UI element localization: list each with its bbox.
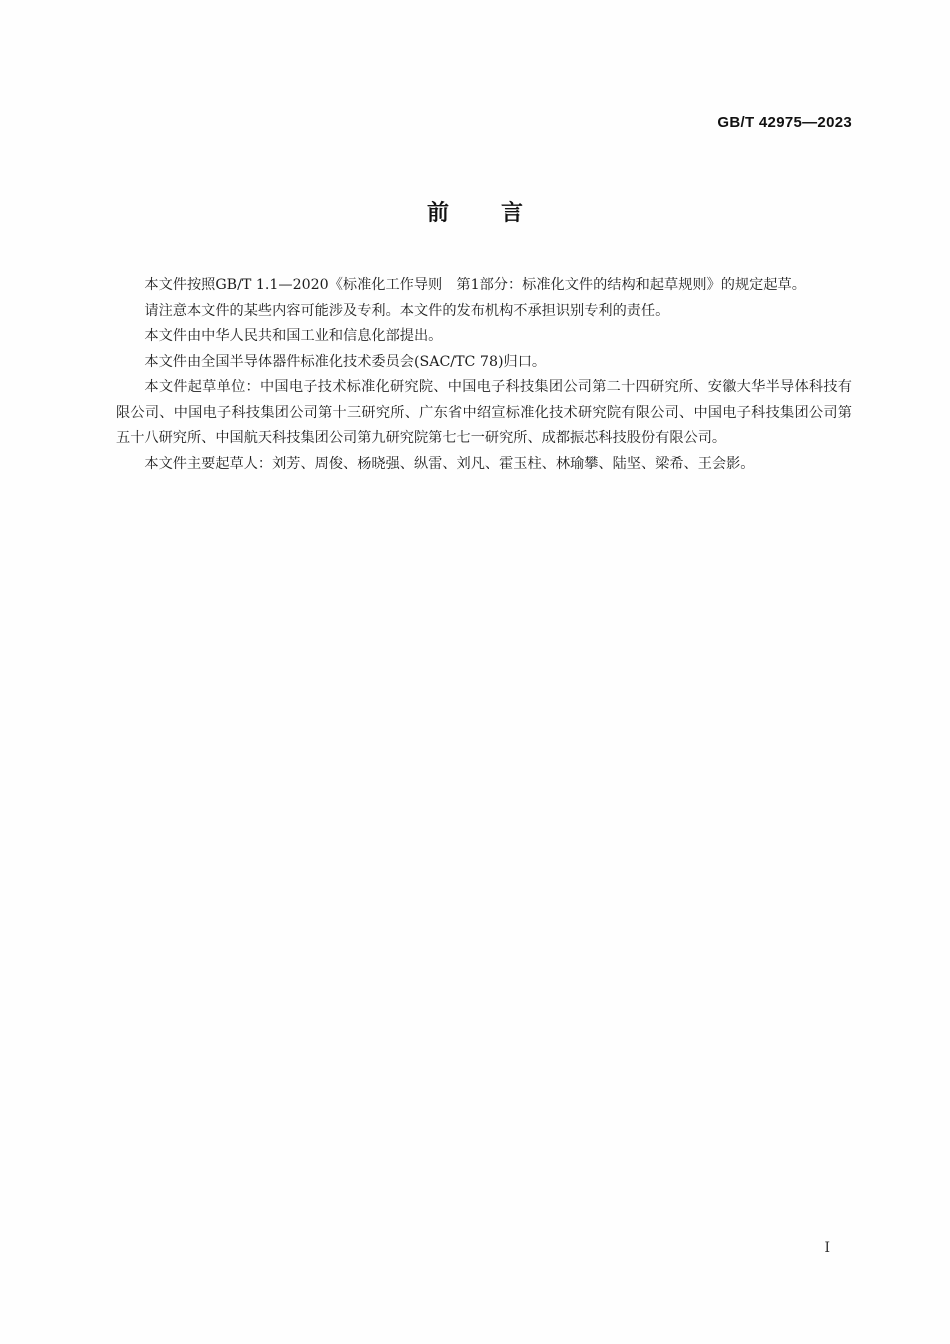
standard-number: GB/T 42975—2023	[717, 114, 852, 131]
paragraph-drafting-rules: 本文件按照GB/T 1.1—2020《标准化工作导则 第1部分：标准化文件的结构和起草规则》的规定起草。	[144, 277, 806, 293]
page-number: I	[824, 1240, 830, 1256]
paragraph-drafting-organizations: 本文件起草单位：中国电子技术标准化研究院、中国电子科技集团公司第二十四研究所、安徽大华半导体科技有限公司、中国电子科技集团公司第十三研究所、广东省中绍宣标准化技术研究院有限公司、中国电子科技集团公司第五十八研究所、中国航天科技集团公司第九研究院第七七一研究所、成都振芯科技股份有限公司。	[116, 379, 852, 446]
title-char-2: 言	[501, 201, 524, 226]
paragraph-patent-notice: 请注意本文件的某些内容可能涉及专利。本文件的发布机构不承担识别专利的责任。	[144, 302, 670, 319]
page-title	[0, 196, 950, 227]
title-char-1: 前	[426, 201, 449, 226]
paragraph-proposed-by: 本文件由中华人民共和国工业和信息化部提出。	[144, 328, 443, 344]
paragraph-drafters: 本文件主要起草人：刘芳、周俊、杨晓强、纵雷、刘凡、霍玉柱、林瑜攀、陆坚、梁希、王会影。	[144, 455, 755, 472]
paragraph-administered-by: 本文件由全国半导体器件标准化技术委员会(SAC/TC 78)归口。	[144, 353, 547, 370]
foreword-body	[116, 273, 852, 477]
